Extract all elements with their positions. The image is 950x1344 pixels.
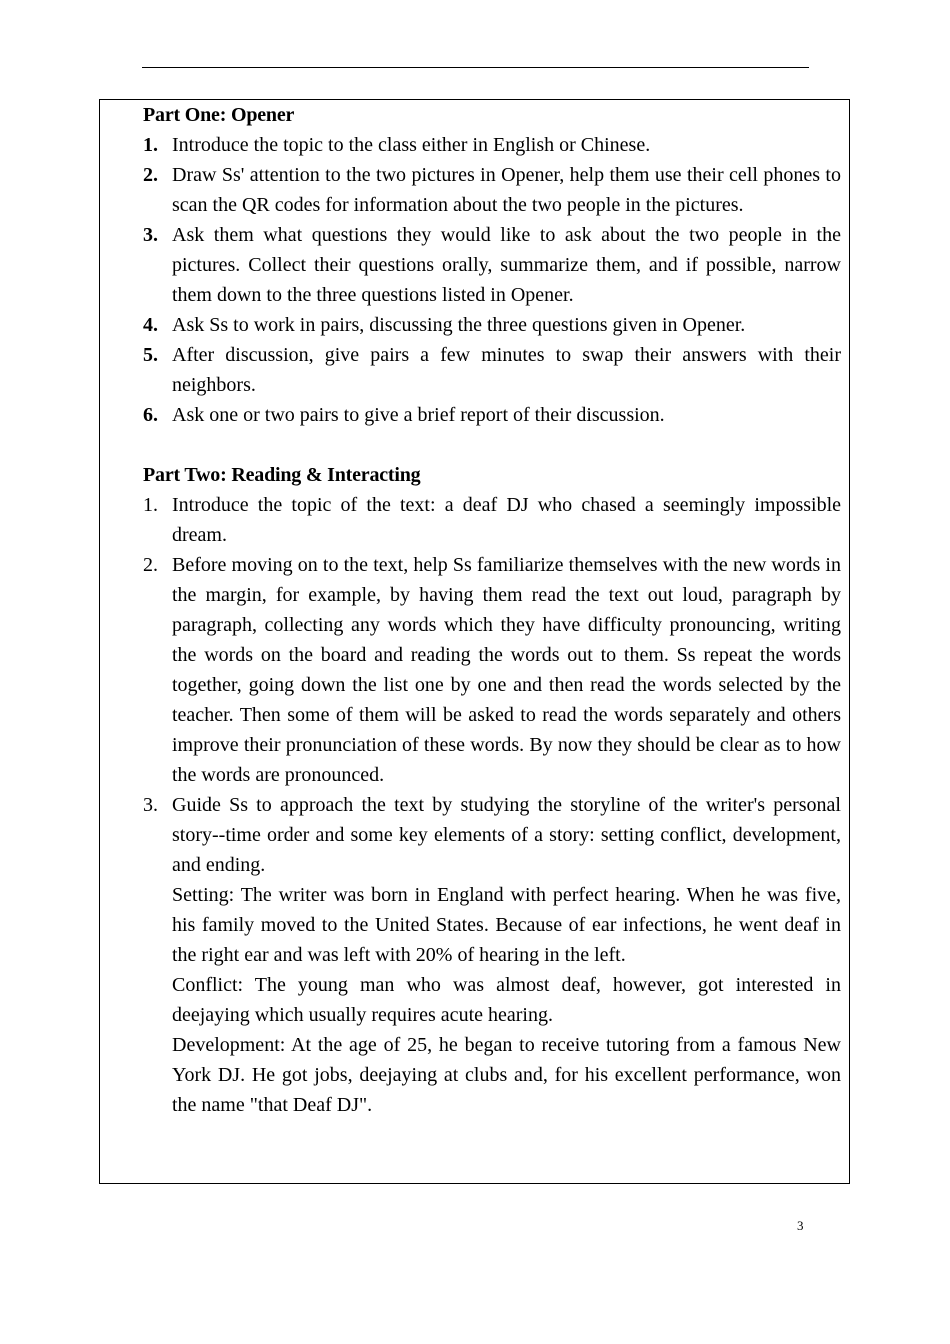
step-text: Draw Ss' attention to the two pictures in Opener, help them use their cell phones to scan the QR codes for information about the two people in the pictures. xyxy=(172,164,841,216)
step-number: 2. xyxy=(143,164,158,186)
step-number: 5. xyxy=(143,344,158,366)
header-rule xyxy=(142,67,809,68)
step-text: Ask one or two pairs to give a brief report of their discussion. xyxy=(172,404,665,426)
part-two-steps xyxy=(143,490,841,1120)
list-item xyxy=(143,550,841,790)
story-conflict-paragraph: Conflict: The young man who was almost deaf, however, got interested in deejaying which usually requires acute hearing. xyxy=(172,974,841,1026)
step-text: Introduce the topic to the class either in English or Chinese. xyxy=(172,134,651,156)
step-number: 2. xyxy=(143,554,158,576)
lesson-plan-content xyxy=(143,100,841,1120)
list-item xyxy=(143,490,841,550)
step-number: 4. xyxy=(143,314,158,336)
step-text: Before moving on to the text, help Ss familiarize themselves with the new words in the margin, for example, by having them read the text out loud, paragraph by paragraph, collecting any words which they have difficulty pronouncing, writing the words on the board and reading the words out to them. Ss repeat the words together, going down the list one by one and then read the words selected by the teacher. Then some of them will be asked to read the words separately and others improve their pronunciation of these words. By now they should be clear as to how the words are pronounced. xyxy=(172,554,841,786)
step-text: Introduce the topic of the text: a deaf DJ who chased a seemingly impossible dream. xyxy=(172,494,841,546)
lesson-plan-box xyxy=(99,99,850,1184)
list-item xyxy=(143,220,841,310)
step-text: After discussion, give pairs a few minutes to swap their answers with their neighbors. xyxy=(172,344,841,396)
page-number: 3 xyxy=(797,1218,804,1233)
step-number: 3. xyxy=(143,224,158,246)
list-item xyxy=(143,130,841,160)
step-number: 1. xyxy=(143,494,158,516)
step-text: Guide Ss to approach the text by studying the storyline of the writer's personal story--time order and some key elements of a story: setting conflict, development, and ending. xyxy=(172,794,841,876)
list-item xyxy=(143,790,841,1120)
story-development-paragraph: Development: At the age of 25, he began to receive tutoring from a famous New York DJ. He got jobs, deejaying at clubs and, for his excellent performance, won the name "that Deaf DJ". xyxy=(172,1034,841,1116)
section-gap xyxy=(143,430,841,460)
list-item xyxy=(143,400,841,430)
list-item xyxy=(143,310,841,340)
step-text: Ask them what questions they would like to ask about the two people in the pictures. Collect their questions orally, summarize them, and if possible, narrow them down to the three questions listed in Opener. xyxy=(172,224,841,306)
list-item xyxy=(143,160,841,220)
step-number: 6. xyxy=(143,404,158,426)
story-setting-paragraph: Setting: The writer was born in England with perfect hearing. When he was five, his family moved to the United States. Because of ear infections, he went deaf in the right ear and was left with 20% of hearing in the left. xyxy=(172,884,841,966)
step-number: 3. xyxy=(143,794,158,816)
step-text: Ask Ss to work in pairs, discussing the three questions given in Opener. xyxy=(172,314,746,336)
part-one-heading: Part One: Opener xyxy=(143,104,295,126)
list-item xyxy=(143,340,841,400)
part-two-heading: Part Two: Reading & Interacting xyxy=(143,464,421,486)
part-one-steps xyxy=(143,130,841,430)
step-number: 1. xyxy=(143,134,158,156)
